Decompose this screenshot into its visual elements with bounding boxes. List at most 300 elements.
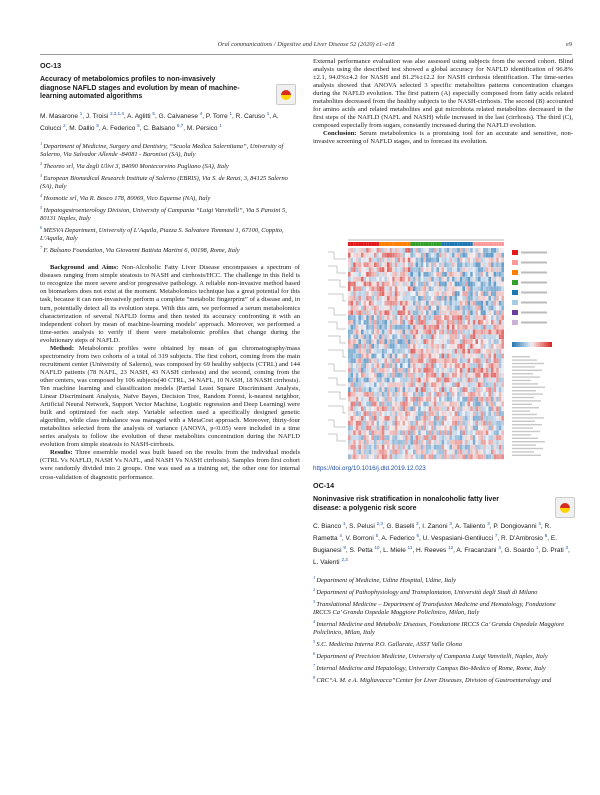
affiliation-marker[interactable]: 11 bbox=[407, 544, 413, 550]
heatmap-cell bbox=[436, 430, 439, 435]
heatmap-cell bbox=[462, 344, 465, 349]
affiliation-marker[interactable]: 4 bbox=[498, 544, 501, 550]
heatmap-cell bbox=[405, 349, 408, 354]
heatmap-cell bbox=[387, 253, 390, 258]
heatmap-cell bbox=[356, 258, 359, 263]
heatmap-cell bbox=[439, 402, 442, 407]
heatmap-cell bbox=[423, 450, 426, 455]
heatmap-cell bbox=[358, 354, 361, 359]
heatmap-cell bbox=[369, 291, 372, 296]
heatmap-cell bbox=[494, 262, 497, 267]
heatmap-cell bbox=[434, 392, 437, 397]
heatmap-cell bbox=[475, 272, 478, 277]
heatmap-cell bbox=[351, 349, 354, 354]
heatmap-cell bbox=[416, 411, 419, 416]
heatmap-cell bbox=[384, 267, 387, 272]
heatmap-cell bbox=[481, 306, 484, 311]
abstract-title: Accuracy of metabolomics profiles to non-invasively diagnose NAFLD stages and evolution by mean of machine-learning automated algorithms bbox=[40, 76, 240, 101]
heatmap-cell bbox=[436, 315, 439, 320]
affiliation-marker[interactable]: 4 bbox=[199, 110, 203, 116]
heatmap-cell bbox=[408, 392, 411, 397]
heatmap-cell bbox=[491, 262, 494, 267]
heatmap-cell bbox=[369, 363, 372, 368]
heatmap-cell bbox=[465, 248, 468, 253]
heatmap-cell bbox=[483, 320, 486, 325]
heatmap-cell bbox=[468, 440, 471, 445]
affiliation: $^6$ Department of Precision Medicine, University of Campania Luigi Vanvitelli, Naples, Italy bbox=[313, 651, 548, 661]
heatmap-cell bbox=[475, 277, 478, 282]
heatmap-cell bbox=[452, 406, 455, 411]
heatmap-cell bbox=[470, 435, 473, 440]
heatmap-cell bbox=[483, 440, 486, 445]
affiliation-marker[interactable]: 4 bbox=[339, 532, 342, 538]
heatmap-cell bbox=[366, 426, 369, 431]
heatmap-cell bbox=[397, 330, 400, 335]
heatmap-cell bbox=[447, 450, 450, 455]
heatmap-cell bbox=[444, 358, 447, 363]
author-name: S. Pelusi $^{2,3}$ bbox=[349, 521, 383, 531]
heatmap-cell bbox=[377, 363, 380, 368]
heatmap-cell bbox=[423, 440, 426, 445]
heatmap-cell bbox=[418, 286, 421, 291]
heatmap-cell bbox=[358, 430, 361, 435]
heatmap-cell bbox=[455, 296, 458, 301]
affiliation-marker[interactable]: 10 bbox=[374, 544, 380, 550]
heatmap-cell bbox=[390, 397, 393, 402]
heatmap-cell bbox=[400, 291, 403, 296]
heatmap-cell bbox=[408, 378, 411, 383]
heatmap-cell bbox=[416, 358, 419, 363]
author-name: R. Caruso $^1$ bbox=[235, 110, 270, 120]
heatmap-cell bbox=[468, 450, 471, 455]
heatmap-cell bbox=[447, 445, 450, 450]
heatmap-cell bbox=[452, 445, 455, 450]
heatmap-cell bbox=[390, 262, 393, 267]
heatmap-cell bbox=[392, 282, 395, 287]
heatmap-cell bbox=[486, 392, 489, 397]
heatmap-cell bbox=[387, 330, 390, 335]
heatmap-cell bbox=[426, 363, 429, 368]
heatmap-cell bbox=[447, 315, 450, 320]
heatmap-cell bbox=[449, 282, 452, 287]
heatmap-cell bbox=[374, 306, 377, 311]
heatmap-cell bbox=[462, 368, 465, 373]
heatmap-cell bbox=[397, 320, 400, 325]
heatmap-cell bbox=[364, 301, 367, 306]
heatmap-cell bbox=[418, 392, 421, 397]
affiliation-marker[interactable]: 5 bbox=[96, 122, 99, 128]
heatmap-cell bbox=[449, 387, 452, 392]
heatmap-cell bbox=[457, 325, 460, 330]
heatmap-cell bbox=[475, 454, 478, 459]
heatmap-cell bbox=[465, 315, 468, 320]
heatmap-cell bbox=[431, 330, 434, 335]
heatmap-cell bbox=[434, 435, 437, 440]
heatmap-cell bbox=[473, 267, 476, 272]
heatmap-cell bbox=[364, 402, 367, 407]
heatmap-cell bbox=[449, 363, 452, 368]
affiliation-marker[interactable]: 7 bbox=[494, 532, 498, 538]
affiliation-marker[interactable]: 4 bbox=[538, 521, 541, 527]
heatmap-cell bbox=[348, 272, 351, 277]
heatmap-cell bbox=[408, 258, 411, 263]
heatmap-cell bbox=[379, 344, 382, 349]
heatmap-cell bbox=[377, 406, 380, 411]
heatmap-cell bbox=[382, 349, 385, 354]
heatmap-cell bbox=[481, 310, 484, 315]
heatmap-cell bbox=[384, 325, 387, 330]
heatmap-cell bbox=[416, 248, 419, 253]
heatmap-cell bbox=[488, 454, 491, 459]
heatmap-cell bbox=[496, 310, 499, 315]
affiliation-marker[interactable]: 2,3 bbox=[341, 556, 348, 562]
heatmap-cell bbox=[486, 306, 489, 311]
heatmap-cell bbox=[494, 325, 497, 330]
heatmap-cell bbox=[436, 450, 439, 455]
heatmap-cell bbox=[382, 426, 385, 431]
heatmap-cell bbox=[455, 368, 458, 373]
heatmap-cell bbox=[361, 306, 364, 311]
heatmap-cell bbox=[483, 421, 486, 426]
heatmap-cell bbox=[496, 291, 499, 296]
heatmap-cell bbox=[475, 368, 478, 373]
heatmap-cell bbox=[390, 325, 393, 330]
heatmap-cell bbox=[392, 253, 395, 258]
heatmap-cell bbox=[486, 363, 489, 368]
heatmap-cell bbox=[494, 248, 497, 253]
heatmap-cell bbox=[374, 450, 377, 455]
author-name: I. Zanoni $^3$ bbox=[422, 521, 452, 531]
heatmap-cell bbox=[400, 454, 403, 459]
heatmap-cell bbox=[356, 368, 359, 373]
heatmap-cell bbox=[392, 430, 395, 435]
heatmap-cell bbox=[384, 397, 387, 402]
heatmap-cell bbox=[353, 387, 356, 392]
heatmap-cell bbox=[473, 253, 476, 258]
heatmap-cell bbox=[426, 315, 429, 320]
affiliation-marker[interactable]: 3 bbox=[487, 521, 490, 527]
heatmap-cell bbox=[465, 330, 468, 335]
heatmap-cell bbox=[371, 272, 374, 277]
heatmap-cell bbox=[470, 296, 473, 301]
dendrogram-branch bbox=[328, 294, 346, 301]
heatmap-cell bbox=[429, 258, 432, 263]
heatmap-cell bbox=[444, 330, 447, 335]
heatmap-cell bbox=[413, 411, 416, 416]
heatmap-cell bbox=[364, 267, 367, 272]
heatmap-cell bbox=[496, 421, 499, 426]
affiliation-marker[interactable]: 5 bbox=[137, 122, 140, 128]
heatmap-cell bbox=[397, 344, 400, 349]
heatmap-cell bbox=[501, 426, 504, 431]
heatmap-cell bbox=[473, 454, 476, 459]
group-bar bbox=[496, 242, 499, 246]
affiliation-marker[interactable]: 1 bbox=[219, 122, 222, 128]
heatmap-cell bbox=[481, 382, 484, 387]
heatmap-cell bbox=[481, 248, 484, 253]
affiliation-marker[interactable]: 3 bbox=[449, 521, 452, 527]
heatmap-cell bbox=[449, 373, 452, 378]
heatmap-cell bbox=[486, 320, 489, 325]
affiliation-marker[interactable]: 1 bbox=[229, 110, 233, 116]
heatmap-cell bbox=[366, 334, 369, 339]
heatmap-cell bbox=[465, 310, 468, 315]
affiliation-marker[interactable]: 5 bbox=[375, 532, 379, 538]
heatmap-cell bbox=[465, 363, 468, 368]
heatmap-cell bbox=[397, 258, 400, 263]
heatmap-cell bbox=[410, 435, 413, 440]
heatmap-cell bbox=[374, 277, 377, 282]
heatmap-cell bbox=[403, 344, 406, 349]
heatmap-cell bbox=[348, 406, 351, 411]
heatmap-cell bbox=[410, 330, 413, 335]
affiliation-marker[interactable]: 1 bbox=[343, 521, 346, 527]
heatmap-cell bbox=[423, 286, 426, 291]
group-bar bbox=[390, 242, 393, 246]
heatmap-cell bbox=[426, 402, 429, 407]
heatmap-cell bbox=[442, 310, 445, 315]
heatmap-cell bbox=[351, 445, 354, 450]
heatmap-cell bbox=[418, 282, 421, 287]
heatmap-cell bbox=[455, 253, 458, 258]
heatmap-cell bbox=[501, 267, 504, 272]
affiliation: $^8$ CRC“A. M. e A. Migliavacca”Center for Liver Diseases, Division of Gastroenterology and bbox=[313, 675, 552, 685]
heatmap-cell bbox=[465, 435, 468, 440]
heatmap-cell bbox=[358, 286, 361, 291]
heatmap-cell bbox=[501, 354, 504, 359]
heatmap-cell bbox=[486, 397, 489, 402]
paragraph-background: Background and Aims: Non-Alcoholic Fatty Liver Disease encompasses a spectrum of diseases ranging from simple steatosis to NASH and cirrhosis/HCC. The challenge in this field is to recognize the more severe and/or progressive pathology. A reliable non-invasive method based on biomarkers does not exist at the moment. Metabolomics technique has a great potential for this task, because it can non-invasively perform a complete “metabolic fingerprint” of a disease and, in turn, potentially detect all its evolution steps. With this aim, we performed a serum metabolomics characterization of several NAFLD forms and then tested its accuracy confronting it with an independent cohort by mean of machine-learning models’ approach. Moreover, we performed a time-series analysis to verify if there were metabolomic profiles that change during the evolutionary steps of NAFLD. bbox=[40, 264, 300, 344]
heatmap-cell bbox=[392, 378, 395, 383]
heatmap-cell bbox=[392, 358, 395, 363]
affiliation-marker[interactable]: 2 bbox=[63, 122, 66, 128]
heatmap-cell bbox=[468, 402, 471, 407]
heatmap-cell bbox=[439, 378, 442, 383]
heatmap-cell bbox=[366, 310, 369, 315]
heatmap-cell bbox=[351, 435, 354, 440]
heatmap-cell bbox=[488, 378, 491, 383]
heatmap-cell bbox=[410, 397, 413, 402]
heatmap-cell bbox=[395, 378, 398, 383]
heatmap-cell bbox=[496, 440, 499, 445]
heatmap-cell bbox=[364, 296, 367, 301]
heatmap-cell bbox=[491, 435, 494, 440]
heatmap-cell bbox=[499, 306, 502, 311]
heatmap-cell bbox=[410, 310, 413, 315]
abstract-title: Noninvasive risk stratification in nonalcoholic fatty liver disease: a polygenic risk score bbox=[313, 496, 499, 512]
heatmap-cell bbox=[384, 406, 387, 411]
paragraph-method: Method: Metabolomic profiles were obtained by mean of gas chromatography/mass spectrometry from two cohorts of a total of 319 subjects. The first cohort, coming from the main recruitment center (University of Salerno), was composed by 69 healthy subjects (CTRL) and 144 NAFLD patients (78 NAFL, 23 NASH, 43 NASH cirrhosis) and the second, coming from the other centers, was composed by 106 subjects(40 CTRL, 34 NAFL, 10 NASH, 18 NASH cirrhosis). Ten machine learning and classification models (Partial Least Square Discriminant Analysis, Linear Discriminant Analysis, Naïve Bayes, Decision Tree, Random Forest, k-nearest neighbor, Artificial Neural Network, Support Vector Machine, Logistic regression and Deep Learning) were built and optimized for each step. Variable selection used a specifically designed genetic algorithm, while class imbalance was managed with a MetaCost approach. Moreover, thirty-four metabolites selected from the analysis of variance (ANOVA, p<0.05) were included in a time series analysis to follow the evolution of these metabolites concentration during the NAFLD evolution from simple steatosis to NASH-cirrhosis. bbox=[40, 344, 300, 449]
doi-link[interactable]: https://doi.org/10.1016/j.dld.2019.12.023 bbox=[313, 465, 426, 472]
heatmap-cell bbox=[377, 339, 380, 344]
heatmap-cell bbox=[501, 445, 504, 450]
heatmap-cell bbox=[371, 445, 374, 450]
affiliation-marker[interactable]: 3 bbox=[565, 544, 569, 550]
heatmap-cell bbox=[358, 349, 361, 354]
heatmap-cell bbox=[473, 435, 476, 440]
heatmap-cell bbox=[483, 277, 486, 282]
heatmap-cell bbox=[468, 435, 471, 440]
heatmap-cell bbox=[486, 378, 489, 383]
heatmap-cell bbox=[429, 248, 432, 253]
heatmap-cell bbox=[351, 258, 354, 263]
heatmap-cell bbox=[481, 296, 484, 301]
heatmap-cell bbox=[449, 339, 452, 344]
heatmap-cell bbox=[439, 421, 442, 426]
heatmap-cell bbox=[384, 330, 387, 335]
heatmap-cell bbox=[382, 296, 385, 301]
heatmap-cell bbox=[494, 435, 497, 440]
heatmap-cell bbox=[364, 382, 367, 387]
heatmap-cell bbox=[499, 330, 502, 335]
heatmap-cell bbox=[431, 445, 434, 450]
heatmap-cell bbox=[356, 253, 359, 258]
heatmap-cell bbox=[418, 387, 421, 392]
heatmap-cell bbox=[468, 344, 471, 349]
heatmap-cell bbox=[358, 339, 361, 344]
heatmap-cell bbox=[478, 354, 481, 359]
row-label-placeholder bbox=[512, 434, 531, 435]
heatmap-cell bbox=[395, 286, 398, 291]
heatmap-cell bbox=[369, 411, 372, 416]
affiliation-marker[interactable]: 12 bbox=[448, 544, 454, 550]
heatmap-cell bbox=[429, 397, 432, 402]
heatmap-cell bbox=[426, 450, 429, 455]
heatmap-cell bbox=[384, 344, 387, 349]
heatmap-cell bbox=[397, 402, 400, 407]
heatmap-cell bbox=[405, 320, 408, 325]
heatmap-cell bbox=[405, 406, 408, 411]
heatmap-cell bbox=[379, 402, 382, 407]
affiliation-marker[interactable]: 9 bbox=[343, 544, 346, 550]
heatmap-cell bbox=[374, 397, 377, 402]
heatmap-cell bbox=[418, 435, 421, 440]
heatmap-cell bbox=[390, 306, 393, 311]
affiliation-marker[interactable]: 5 bbox=[152, 110, 155, 116]
heatmap-cell bbox=[475, 349, 478, 354]
heatmap-cell bbox=[356, 349, 359, 354]
heatmap-cell bbox=[400, 440, 403, 445]
affiliation-marker[interactable]: 6,7 bbox=[176, 122, 184, 128]
affiliation-marker[interactable]: 6 bbox=[416, 532, 419, 538]
heatmap-cell bbox=[405, 450, 408, 455]
heatmap-cell bbox=[403, 435, 406, 440]
heatmap-cell bbox=[395, 315, 398, 320]
heatmap-cell bbox=[499, 354, 502, 359]
heatmap-cell bbox=[465, 382, 468, 387]
heatmap-cell bbox=[358, 435, 361, 440]
heatmap-cell bbox=[413, 344, 416, 349]
heatmap-cell bbox=[387, 363, 390, 368]
heatmap-cell bbox=[457, 387, 460, 392]
heatmap-cell bbox=[434, 445, 437, 450]
heatmap-cell bbox=[395, 416, 398, 421]
heatmap-cell bbox=[392, 416, 395, 421]
heatmap-cell bbox=[397, 392, 400, 397]
heatmap-cell bbox=[387, 392, 390, 397]
heatmap-cell bbox=[481, 344, 484, 349]
heatmap-cell bbox=[410, 426, 413, 431]
heatmap-cell bbox=[397, 286, 400, 291]
heatmap-cell bbox=[405, 421, 408, 426]
heatmap-cell bbox=[358, 277, 361, 282]
heatmap-cell bbox=[395, 325, 398, 330]
heatmap-cell bbox=[387, 411, 390, 416]
heatmap-cell bbox=[478, 310, 481, 315]
heatmap-cell bbox=[501, 320, 504, 325]
heatmap-cell bbox=[496, 306, 499, 311]
heatmap-cell bbox=[403, 411, 406, 416]
heatmap-cell bbox=[470, 406, 473, 411]
heatmap-cell bbox=[452, 310, 455, 315]
heatmap-cell bbox=[364, 277, 367, 282]
heatmap-cell bbox=[483, 286, 486, 291]
heatmap-cell bbox=[452, 358, 455, 363]
heatmap-cell bbox=[356, 291, 359, 296]
heatmap-cell bbox=[496, 286, 499, 291]
affiliation-marker[interactable]: 1 bbox=[79, 110, 83, 116]
heatmap-cell bbox=[403, 282, 406, 287]
heatmap-cell bbox=[499, 296, 502, 301]
heatmap-cell bbox=[351, 416, 354, 421]
heatmap-cell bbox=[444, 306, 447, 311]
heatmap-cell bbox=[351, 440, 354, 445]
heatmap-cell bbox=[494, 382, 497, 387]
heatmap-cell bbox=[465, 277, 468, 282]
heatmap-cell bbox=[395, 435, 398, 440]
heatmap-cell bbox=[379, 358, 382, 363]
affiliation-marker[interactable]: 1 bbox=[535, 544, 539, 550]
heatmap-cell bbox=[371, 416, 374, 421]
heatmap-cell bbox=[431, 450, 434, 455]
heatmap-cell bbox=[413, 363, 416, 368]
heatmap-cell bbox=[369, 349, 372, 354]
heatmap-cell bbox=[468, 258, 471, 263]
heatmap-cell bbox=[423, 267, 426, 272]
heatmap-cell bbox=[429, 426, 432, 431]
affiliation-marker[interactable]: 8 bbox=[544, 532, 548, 538]
heatmap-cell bbox=[384, 382, 387, 387]
heatmap-cell bbox=[439, 310, 442, 315]
heatmap-cell bbox=[478, 430, 481, 435]
heatmap-cell bbox=[499, 450, 502, 455]
row-label-placeholder bbox=[512, 363, 544, 364]
heatmap-cell bbox=[410, 392, 413, 397]
group-bar bbox=[426, 242, 429, 246]
heatmap-cell bbox=[361, 286, 364, 291]
heatmap-cell bbox=[462, 301, 465, 306]
heatmap-cell bbox=[494, 378, 497, 383]
heatmap-cell bbox=[395, 430, 398, 435]
heatmap-cell bbox=[413, 330, 416, 335]
heatmap-cell bbox=[481, 258, 484, 263]
heatmap-cell bbox=[390, 258, 393, 263]
heatmap-cell bbox=[496, 454, 499, 459]
heatmap-cell bbox=[494, 320, 497, 325]
heatmap-cell bbox=[496, 387, 499, 392]
heatmap-cell bbox=[395, 253, 398, 258]
affiliation-marker[interactable]: 2,3,1,4 bbox=[110, 110, 124, 116]
heatmap-cell bbox=[395, 402, 398, 407]
affiliation-marker[interactable]: 2 bbox=[416, 521, 419, 527]
affiliation-marker[interactable]: 1 bbox=[266, 110, 270, 116]
affiliation-marker[interactable]: 2,3 bbox=[376, 521, 383, 527]
heatmap-cell bbox=[478, 253, 481, 258]
heatmap-cell bbox=[465, 339, 468, 344]
heatmap-cell bbox=[348, 430, 351, 435]
heatmap-cell bbox=[400, 411, 403, 416]
heatmap-cell bbox=[447, 301, 450, 306]
